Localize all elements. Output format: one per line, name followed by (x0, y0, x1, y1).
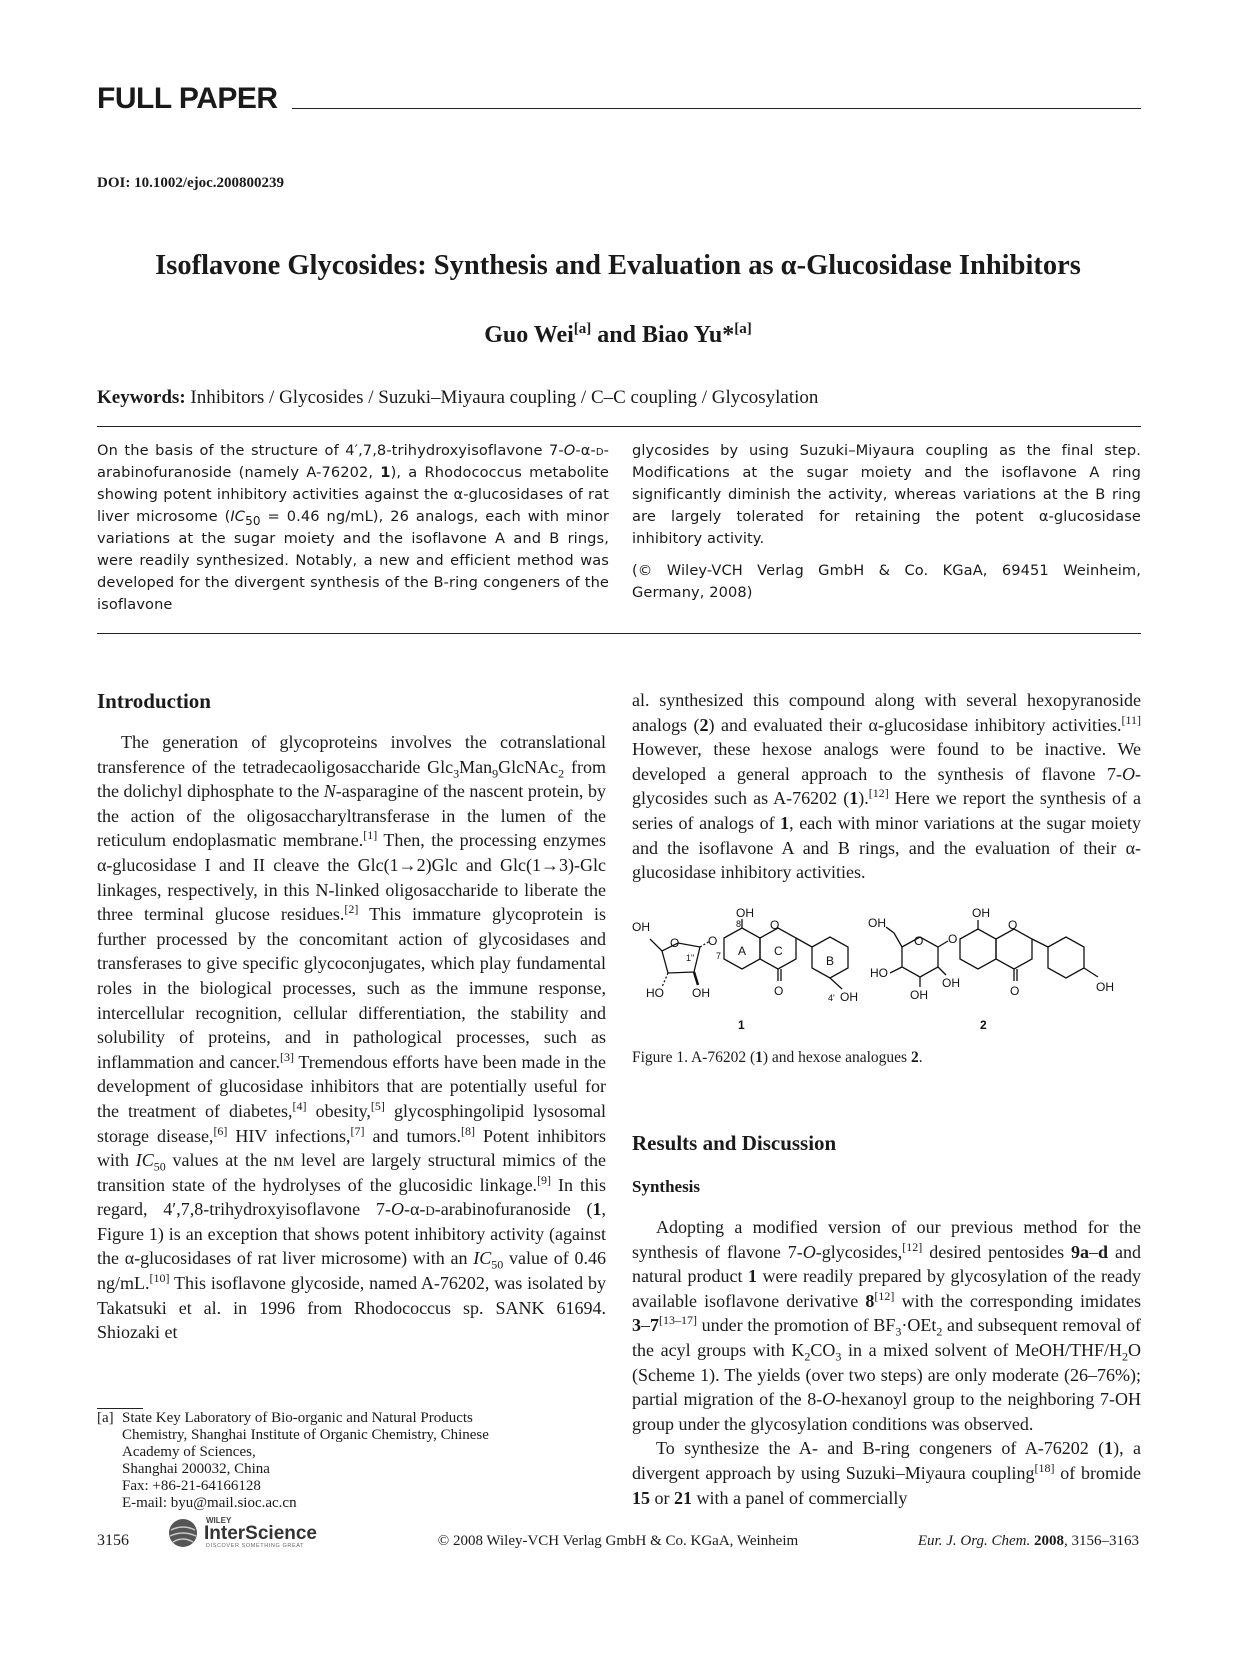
journal-pages: , 3156–3163 (1064, 1533, 1139, 1549)
affil-1: [a] (573, 321, 592, 337)
doi: DOI: 10.1002/ejoc.200800239 (97, 175, 285, 191)
paper-title: Isoflavone Glycosides: Synthesis and Evaluation as α-Glucosidase Inhibitors (155, 250, 1081, 281)
intro-paragraph-1: The generation of glycoproteins involves the cotranslational transference of the tetradecaoligosaccharide Glc$_3$Man$_9$GlcNAc$_2$ from the dolichyl diphosphate to the N-asparagine of the nascent protein, by the action of the oligosaccharyltransferase in the lumen of the reticulum endoplasmatic membrane.[1] Then, the processing enzymes α-glucosidase I and II cleave the Glc(1→2)Glc and Glc(1→3)-Glc linkages, respectively, in this N-linked oligosaccharide to liberate the three terminal glucose residues.[2] This immature glycoprotein is further processed by the concomitant action of glycosidases and transferases to give specific glycoconjugates, which play fundamental roles in the biological processes, such as the immune response, intercellular recognition, cellular differentiation, the stability and solubility of proteins, and in pathological processes, such as inflammation and cancer.[3] Tremendous efforts have been made in the development of glucosidase inhibitors that are potentially useful for the treatment of diabetes,[4] obesity,[5] glycosphingolipid lysosomal storage disease,[6] HIV infections,[7] and tumors.[8] Potent inhibitors with $IC_{50}$ values at the nm level are largely structural mimics of the transition state of the hydrolyses of the glucosidic linkage.[9] In this regard, 4′,7,8-trihydroxyisoflavone 7-O-α-d-arabinofuranoside (1, Figure 1) is an exception that shows potent inhibitory activity (against the α-glucosidases of rat liver microsome) with an $IC_{50}$ value of 0.46 ng/mL.[10] This isoflavone glycoside, named A-76202, was isolated by Takatsuki et al. in 1996 from Rhodococcus sp. SANK 61694. Shiozaki et (97, 732, 607, 1343)
compound-2-label: 2 (980, 1018, 987, 1032)
footnote-line-1: State Key Laboratory of Bio-organic and Natural Products (122, 1410, 473, 1426)
authors (0, 322, 1236, 349)
logo-interscience: InterScience (204, 1523, 317, 1544)
label-ho: HO (646, 986, 664, 1000)
logo-tagline: DISCOVER SOMETHING GREAT (206, 1543, 305, 1549)
journal-name: Eur. J. Org. Chem. (917, 1533, 1031, 1549)
figure-caption: Figure 1. A-76202 (1) and hexose analogues 2. (632, 1049, 923, 1066)
author-2: Biao Yu* (642, 322, 735, 348)
author-1: Guo Wei (484, 322, 574, 348)
label-oh-4p-2: OH (1096, 980, 1114, 994)
label-ring-c: C (774, 944, 783, 958)
abstract-right (632, 440, 1141, 604)
structure-1 (650, 919, 848, 989)
footnote-rule (97, 1408, 143, 1409)
keywords (97, 387, 818, 409)
label-o-s2: O (914, 934, 924, 948)
label-oh-s2b: OH (942, 976, 960, 990)
label-o-link: O (708, 934, 718, 948)
abstract-rule-top (97, 426, 1141, 427)
section-label: FULL PAPER (97, 82, 278, 115)
affil-2: [a] (734, 321, 752, 337)
footnote-line-6: E-mail: byu@mail.sioc.ac.cn (122, 1495, 297, 1511)
label-ring-b: B (826, 954, 835, 968)
synthesis-text (632, 1215, 1141, 1510)
label-o-keto2: O (1010, 984, 1020, 998)
heading-synthesis: Synthesis (632, 1177, 701, 1196)
label-7: 7 (716, 951, 722, 961)
abstract-left: On the basis of the structure of 4′,7,8-trihydroxyisoflavone 7-O-α-d-arabinofuranoside (namely A-76202, 1), a Rhodococcus metabolite showing potent inhibitory activities against the α-glucosidases of rat liver microsome ($IC_{50} = 0.46$ ng/mL), 26 analogs, each with minor variations at the sugar moiety and the isoflavone A and B rings, were readily synthesized. Notably, a new and efficient method was developed for the divergent synthesis of the B-ring congeners of the isoflavone (97, 442, 609, 613)
footnote-tag: [a] (97, 1410, 114, 1426)
intro-paragraph-2: al. synthesized this compound along with several hexopyranoside analogs (2) and evaluated their α-glucosidase inhibitory activities.[11] However, these hexose analogs were found to be inactive. We developed a general approach to the synthesis of flavone 7-O-glycosides such as A-76202 (1).[12] Here we report the synthesis of a series of analogs of 1, each with minor variations at the sugar moiety and the isoflavone A and B rings, and the evaluation of their α-glucosidase inhibitory activities. (632, 690, 1142, 883)
label-o-ring: O (670, 936, 680, 950)
keywords-label: Keywords: (97, 387, 186, 408)
structure-2 (886, 920, 1098, 987)
label-oh-s2: OH (868, 916, 886, 930)
page-number: 3156 (97, 1532, 129, 1549)
label-1pp: 1" (686, 953, 695, 963)
heading-results: Results and Discussion (632, 1131, 837, 1155)
label-o-c: O (770, 918, 780, 932)
journal-year: 2008 (1034, 1533, 1064, 1549)
footnote (97, 1410, 609, 1512)
synthesis-paragraph-2: To synthesize the A- and B-ring congeners of A-76202 (1), a divergent approach by using Suzuki–Miyaura coupling[18] of bromide 15 or 21 with a panel of commercially (632, 1438, 1141, 1508)
label-oh-8-2: OH (972, 906, 990, 920)
synthesis-paragraph-1: Adopting a modified version of our previous method for the synthesis of flavone 7-O-glycosides,[12] desired pentosides 9a–d and natural product 1 were readily prepared by glycosylation of the ready available isoflavone derivative 8[12] with the corresponding imidates 3–7[13–17] under the promotion of $BF_3\cdot OEt_2$ and subsequent removal of the acyl groups with $K_2CO_3$ in a mixed solvent of MeOH/$THF/H_2O$ (Scheme 1). The yields (over two steps) are only moderate (26–76%); partial migration of the 8-O-hexanoyl group to the neighboring 7-OH group under the glycosylation conditions was observed. (632, 1217, 1142, 1434)
author-conj: and (591, 322, 642, 348)
abstract-right-text: glycosides by using Suzuki–Miyaura coupling as the final step. Modifications at the sugar moiety and the isoflavone A ring significantly diminish the activity, whereas variations at the B ring are largely tolerated for retaining the potent α-glucosidase inhibitory activity. (632, 442, 1141, 547)
label-4p: 4' (828, 993, 835, 1003)
header-rule (292, 108, 1141, 109)
footnote-line-4: Shanghai 200032, China (122, 1461, 270, 1477)
label-oh-2: OH (692, 986, 710, 1000)
footnote-line-5: Fax: +86-21-64166128 (122, 1478, 261, 1494)
abstract-rule-bottom (97, 633, 1141, 634)
label-oh: OH (632, 920, 650, 934)
label-o-keto: O (774, 984, 784, 998)
label-oh-4p: OH (840, 990, 858, 1004)
label-o-c2: O (1008, 918, 1018, 932)
footer-copyright: © 2008 Wiley-VCH Verlag GmbH & Co. KGaA, Weinheim (437, 1533, 799, 1549)
abstract-copyright: (© Wiley-VCH Verlag GmbH & Co. KGaA, 69451 Weinheim, Germany, 2008) (632, 562, 1141, 601)
label-oh-s2c: OH (910, 988, 928, 1002)
keywords-list: Inhibitors / Glycosides / Suzuki–Miyaura coupling / C–C coupling / Glycosylation (185, 387, 819, 408)
label-ring-a: A (738, 944, 747, 958)
compound-1-label: 1 (738, 1018, 745, 1032)
label-o-link2: O (948, 932, 958, 946)
logo-wiley: WILEY (206, 1516, 232, 1525)
figure-1-structures (632, 906, 1141, 1042)
footnote-line-2: Chemistry, Shanghai Institute of Organic Chemistry, Chinese (122, 1427, 489, 1443)
label-ho-s2: HO (870, 966, 888, 980)
label-oh-8: OH (736, 906, 754, 920)
journal-ref (918, 1533, 1139, 1550)
heading-introduction: Introduction (97, 689, 211, 713)
label-8: 8 (736, 919, 742, 929)
footnote-line-3: Academy of Sciences, (122, 1444, 256, 1460)
